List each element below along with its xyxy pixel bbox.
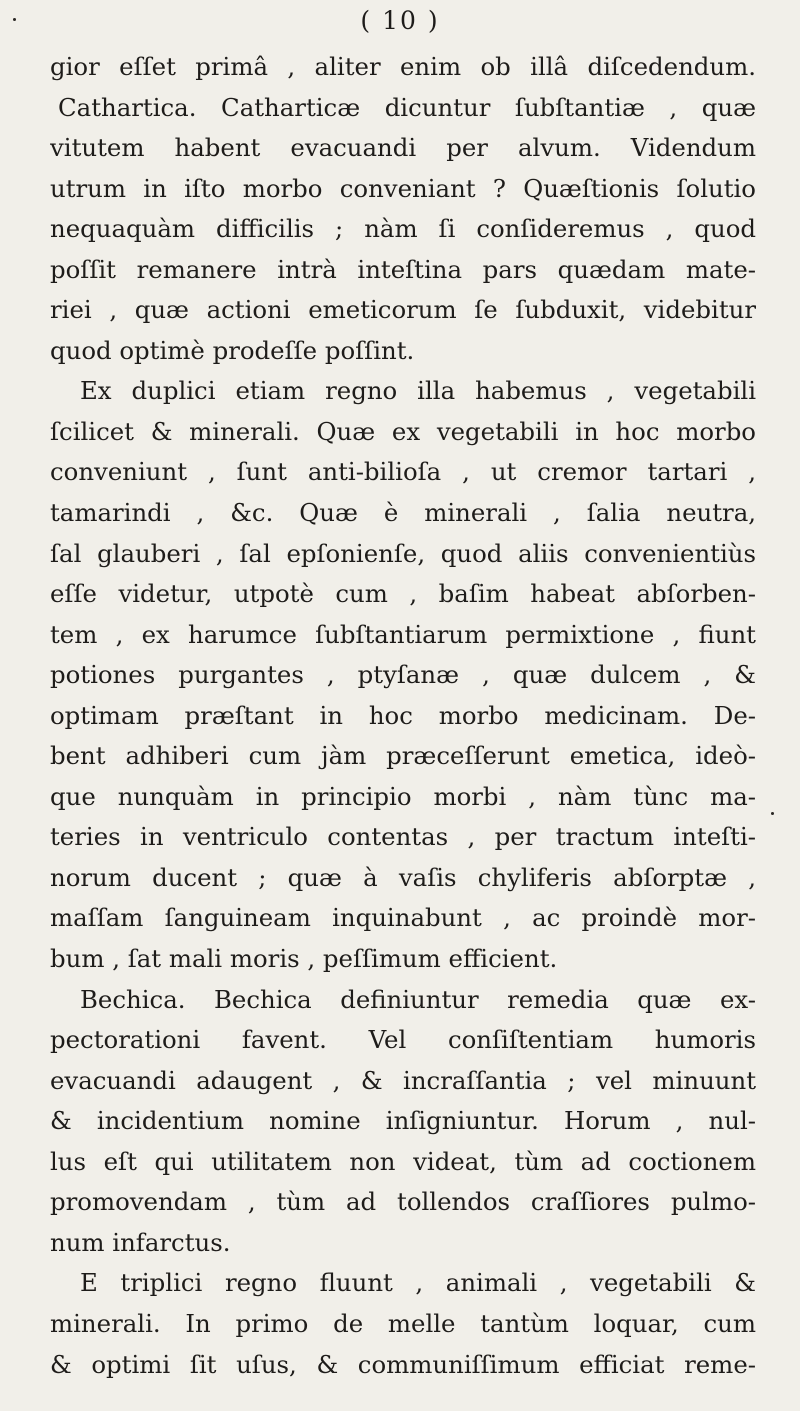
text-line: promovendam , tùm ad tollendos craſſiores pulmo- [50,1187,756,1217]
text-line: tem , ex harumce ſubſtantiarum permixtione , fiunt [50,619,756,649]
text-line: conveniunt , ſunt anti-bilioſa , ut cremor tartari , [50,457,756,487]
text-line: quod optimè prodeſſe poſſint. [50,335,415,365]
text-body [50,47,756,1385]
text-line: num infarctus. [50,1227,231,1257]
page-number: ( 10 ) [360,6,440,35]
text-line: bum , ſat mali moris , peſſimum efficient. [50,944,558,974]
text-line: potiones purgantes , ptyſanæ , quæ dulcem , & [50,660,756,690]
text-line: Ex duplici etiam regno illa habemus , vegetabili [80,376,756,406]
text-line: poſſit remanere intrà inteſtina pars quædam mate- [50,254,756,284]
ink-speck [13,18,16,21]
text-line: optimam præſtant in hoc morbo medicinam. De- [50,700,756,730]
text-line: eſſe videtur, utpotè cum , baſim habeat abſorben- [50,579,756,609]
text-line: minerali. In primo de melle tantùm loquar, cum [50,1308,756,1338]
text-line: Cathartica. Catharticæ dicuntur ſubſtantiæ , quæ [58,92,756,122]
text-line: maſſam ſanguineam inquinabunt , ac proindè mor- [50,903,756,933]
text-line: nequaquàm difficilis ; nàm ſi conſideremus , quod [50,214,756,244]
text-line: utrum in iſto morbo conveniant ? Quæſtionis ſolutio [50,173,756,203]
text-line: lus eſt qui utilitatem non videat, tùm ad coctionem [50,1146,756,1176]
text-line: & incidentium nomine inſigniuntur. Horum , nul- [50,1106,756,1136]
ink-speck [771,812,774,815]
text-line: ſcilicet & minerali. Quæ ex vegetabili in hoc morbo [50,416,756,446]
text-line: tamarindi , &c. Quæ è minerali , ſalia neutra, [50,498,756,528]
text-line: gior eſſet primâ , aliter enim ob illâ diſcedendum. [50,52,756,81]
text-line: norum ducent ; quæ à vaſis chyliferis abſorptæ , [50,862,756,892]
text-line: pectorationi favent. Vel conſiſtentiam humoris [50,1025,756,1055]
text-line: evacuandi adaugent , & incraſſantia ; vel minuunt [50,1065,756,1095]
text-line: teries in ventriculo contentas , per tractum inteſti- [50,822,756,852]
text-line: riei , quæ actioni emeticorum ſe ſubduxit, videbitur [50,295,756,325]
text-line: que nunquàm in principio morbi , nàm tùnc ma- [50,781,756,811]
text-line: E triplici regno fluunt , animali , vegetabili & [80,1268,756,1298]
text-line: ſal glauberi , ſal epſonienſe, quod aliis convenientiùs [50,538,756,568]
text-line: bent adhiberi cum jàm præceſſerunt emetica, ideò- [50,741,756,771]
text-line: vitutem habent evacuandi per alvum. Videndum [50,133,756,163]
text-line: Bechica. Bechica definiuntur remedia quæ ex- [80,984,756,1014]
text-line: & optimi ſit uſus, & communiſſimum efficiat reme- [50,1349,756,1379]
